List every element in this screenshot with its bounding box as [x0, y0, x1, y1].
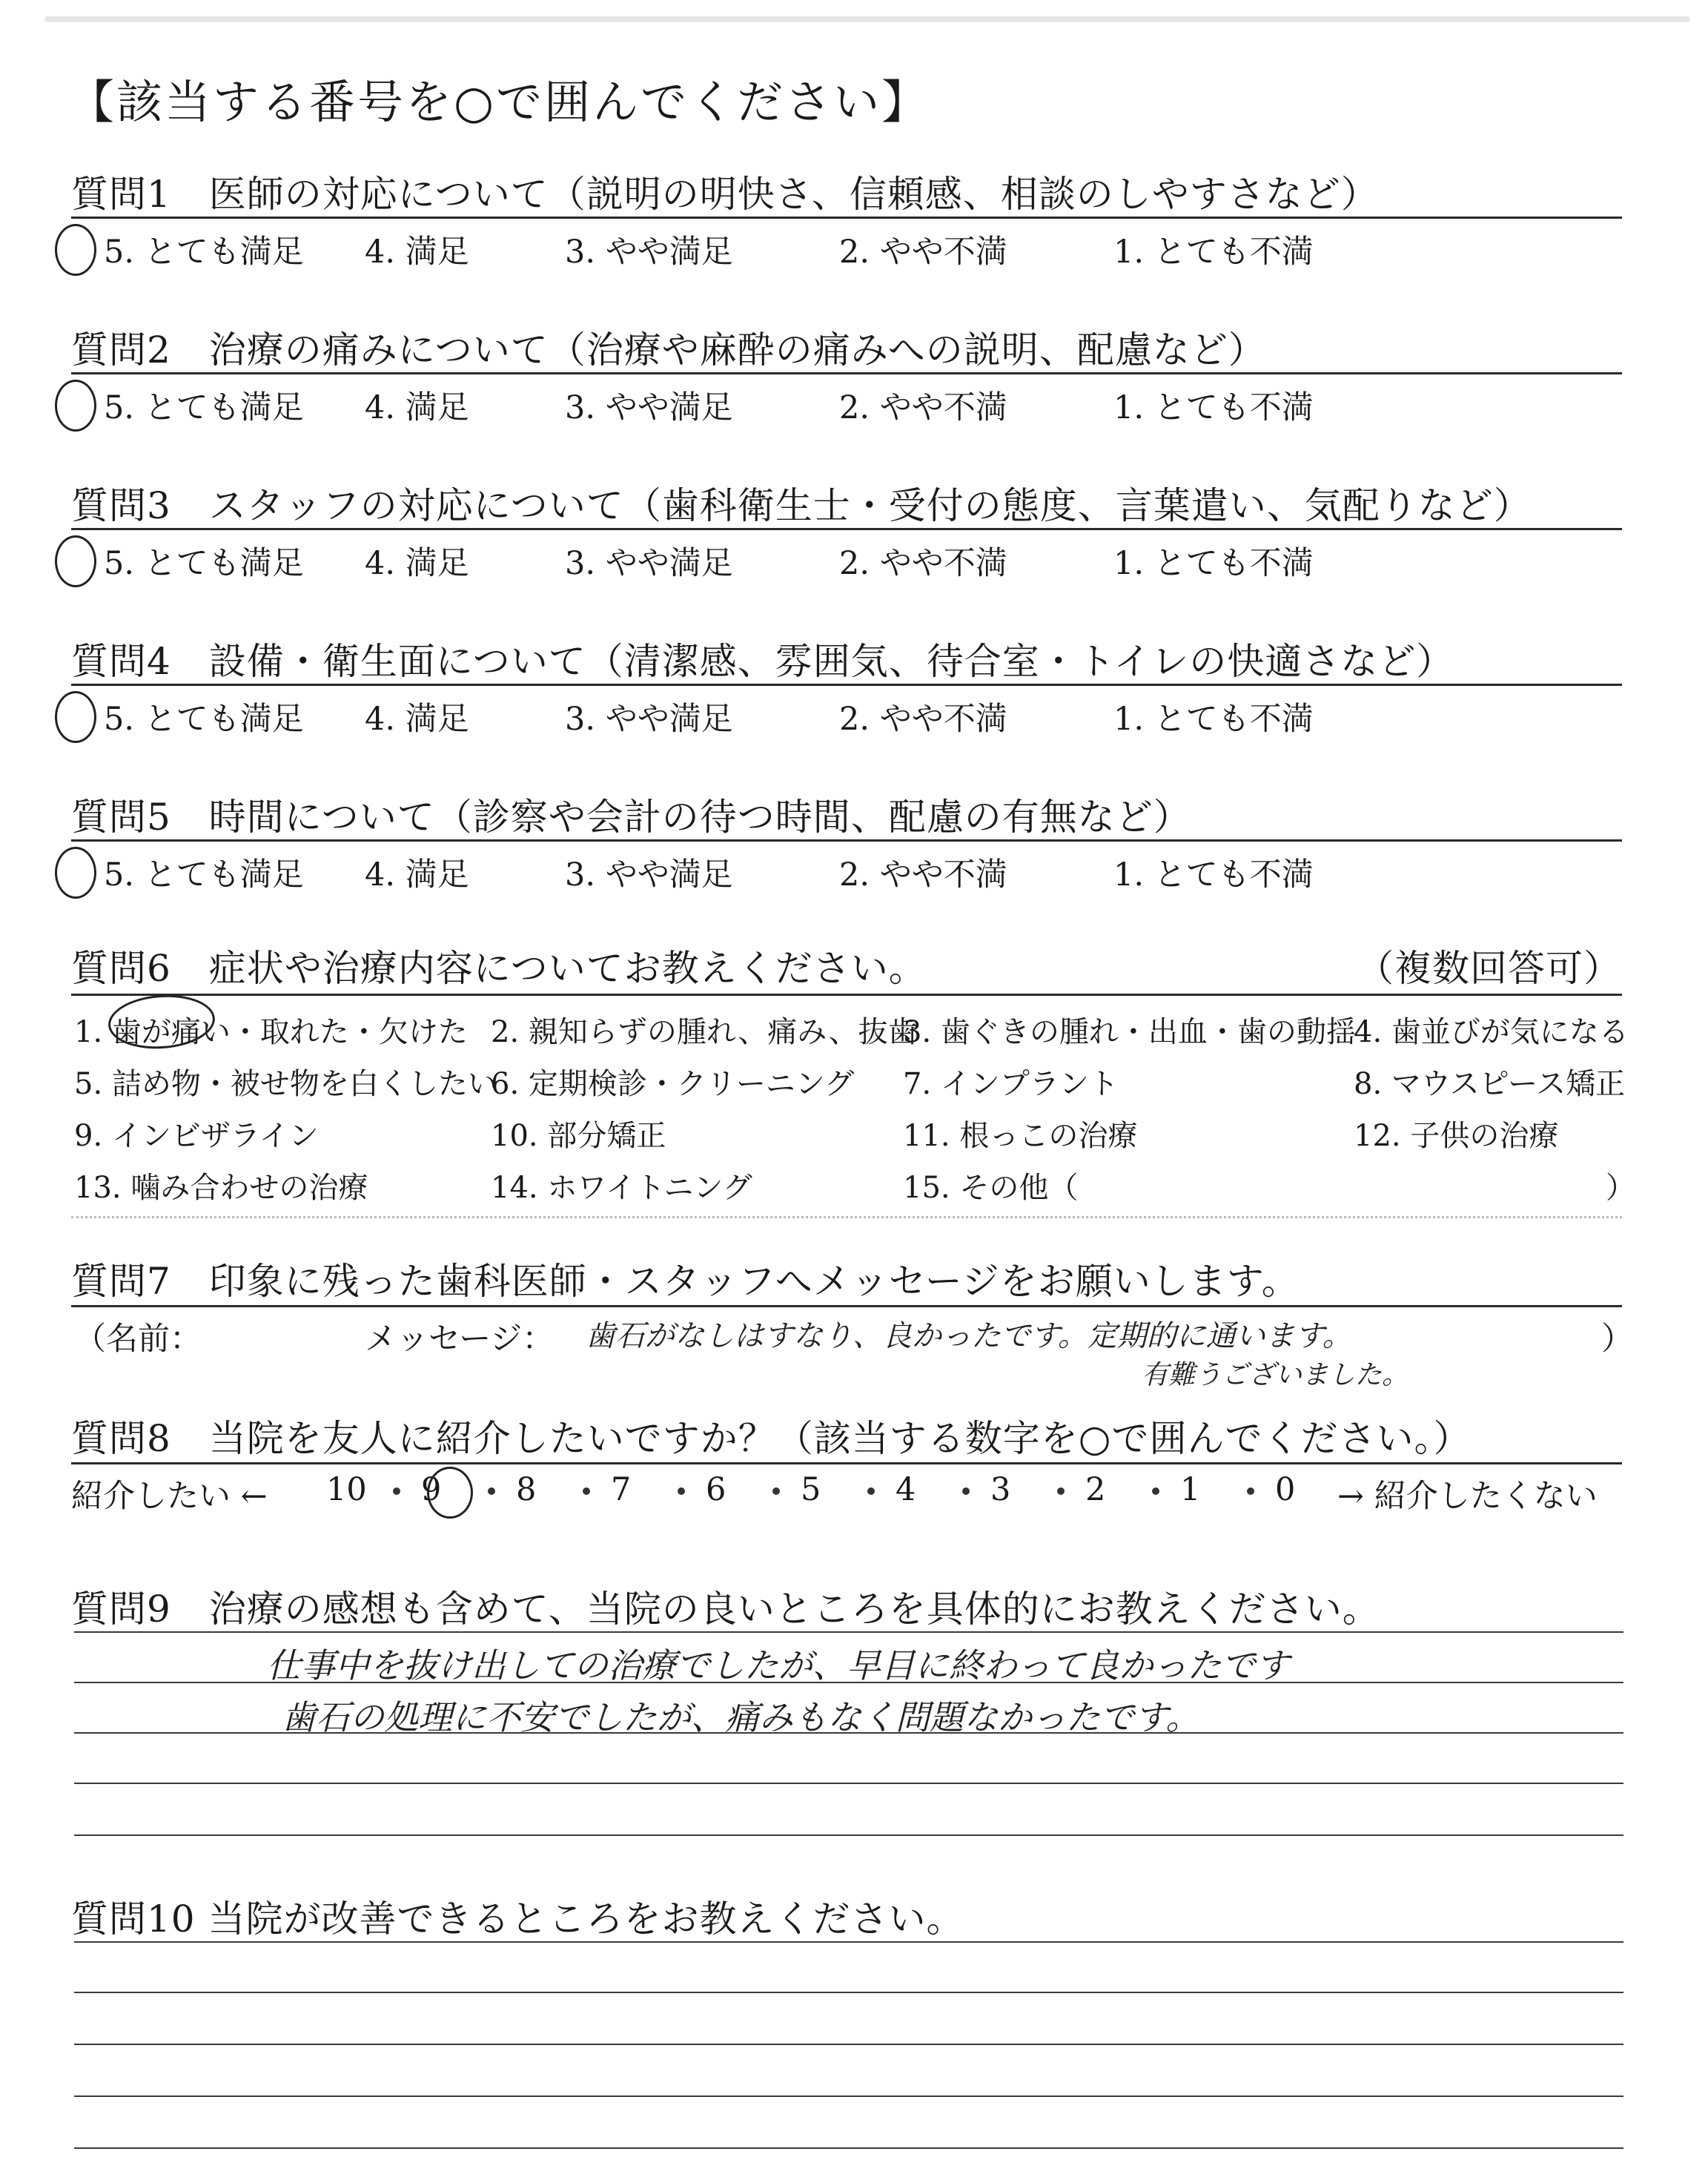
- q8-scale-separator: [962, 1487, 970, 1495]
- q4-option-5[interactable]: 5. とても満足: [104, 701, 304, 738]
- q4-title: 質問4 設備・衛生面について（清潔感、雰囲気、待合室・トイレの快適さなど）: [71, 640, 1454, 683]
- q5-rule: [71, 839, 1622, 842]
- q8-scale-0[interactable]: 0: [1275, 1471, 1296, 1508]
- q2-option-4[interactable]: 4. 満足: [365, 389, 469, 426]
- q6-item-3[interactable]: 3. 歯ぐきの腫れ・出血・歯の動揺: [903, 1015, 1356, 1049]
- scan-top-edge: [44, 16, 1690, 22]
- q6-item-9[interactable]: 9. インビザライン: [74, 1119, 319, 1153]
- q6-item-10[interactable]: 10. 部分矯正: [491, 1119, 666, 1153]
- q9-title: 質問9 治療の感想も含めて、当院の良いところを具体的にお教えください。: [71, 1588, 1380, 1631]
- q6-item-7[interactable]: 7. インプラント: [903, 1067, 1119, 1101]
- q6-item-2[interactable]: 2. 親知らずの腫れ、痛み、抜歯: [491, 1015, 918, 1049]
- q3-option-5[interactable]: 5. とても満足: [104, 545, 304, 582]
- q3-option-1[interactable]: 1. とても不満: [1113, 545, 1314, 582]
- form-heading: 【該当する番号を○で囲んでください】: [68, 75, 930, 129]
- q10-title: 質問10 当院が改善できるところをお教えください。: [71, 1898, 964, 1941]
- q8-scale-separator: [393, 1487, 400, 1495]
- q3-title: 質問3 スタッフの対応について（歯科衛生士・受付の態度、言葉遣い、気配りなど）: [71, 484, 1532, 527]
- q10-line-5: [74, 2147, 1623, 2149]
- q8-scale-1[interactable]: 1: [1180, 1471, 1201, 1508]
- q1-option-5[interactable]: 5. とても満足: [104, 234, 304, 271]
- q1-answer-circle: [55, 224, 96, 276]
- q2-option-5[interactable]: 5. とても満足: [104, 389, 304, 426]
- q8-scale-9[interactable]: 9: [421, 1471, 442, 1508]
- q1-option-3[interactable]: 3. やや満足: [565, 234, 733, 271]
- q2-option-1[interactable]: 1. とても不満: [1113, 389, 1314, 426]
- q4-rule: [71, 684, 1622, 686]
- q9-handwritten-line2: 歯石の処理に不安でしたが、痛みもなく問題なかったです。: [282, 1697, 1200, 1737]
- q8-scale-separator: [1247, 1487, 1254, 1495]
- q8-answer-circle: [427, 1467, 473, 1519]
- q1-title: 質問1 医師の対応について（説明の明快さ、信頼感、相談のしやすさなど）: [71, 173, 1379, 216]
- q4-option-1[interactable]: 1. とても不満: [1113, 701, 1314, 738]
- q2-option-2[interactable]: 2. やや不満: [839, 389, 1007, 426]
- q5-option-4[interactable]: 4. 満足: [365, 856, 469, 894]
- q9-line-5: [74, 1834, 1623, 1836]
- q6-item-6[interactable]: 6. 定期検診・クリーニング: [491, 1067, 855, 1101]
- q6-title: 質問6 症状や治療内容についてお教えください。: [71, 947, 927, 990]
- q9-line-4: [74, 1783, 1623, 1784]
- q6-bottom-dotted-rule: [71, 1216, 1622, 1218]
- q1-option-2[interactable]: 2. やや不満: [839, 234, 1007, 271]
- q7-title: 質問7 印象に残った歯科医師・スタッフへメッセージをお願いします。: [71, 1260, 1300, 1303]
- q2-rule: [71, 372, 1622, 374]
- q8-scale-separator: [583, 1487, 590, 1495]
- q9-handwritten-line1: 仕事中を抜け出しての治療でしたが、早目に終わって良かったです: [267, 1645, 1290, 1685]
- q8-left-label: 紹介したい ←: [71, 1478, 268, 1515]
- q4-option-2[interactable]: 2. やや不満: [839, 701, 1007, 738]
- q10-line-4: [74, 2095, 1623, 2097]
- q7-name-label: （名前：: [74, 1321, 202, 1358]
- q2-title: 質問2 治療の痛みについて（治療や麻酔の痛みへの説明、配慮など）: [71, 328, 1266, 371]
- q5-title: 質問5 時間について（診察や会計の待つ時間、配慮の有無など）: [71, 796, 1191, 839]
- q8-scale-separator: [678, 1487, 685, 1495]
- q6-item-13[interactable]: 13. 噛み合わせの治療: [74, 1171, 368, 1205]
- q10-line-2: [74, 1992, 1623, 1993]
- q3-option-3[interactable]: 3. やや満足: [565, 545, 733, 582]
- q2-answer-circle: [55, 380, 96, 432]
- q8-scale-7[interactable]: 7: [611, 1471, 632, 1508]
- q6-rule: [71, 994, 1622, 996]
- q6-multiple-note: （複数回答可）: [1357, 947, 1621, 990]
- q3-option-4[interactable]: 4. 満足: [365, 545, 469, 582]
- q9-line-1: [74, 1631, 1623, 1633]
- q7-handwritten-message-line1: 歯石がなしはすなり、良かったです。定期的に通います。: [586, 1319, 1352, 1353]
- q3-answer-circle: [55, 535, 96, 587]
- q1-option-1[interactable]: 1. とても不満: [1113, 234, 1314, 271]
- q6-item-other-close[interactable]: ）: [1606, 1171, 1635, 1205]
- q8-scale-separator: [1057, 1487, 1065, 1495]
- q4-option-3[interactable]: 3. やや満足: [565, 701, 733, 738]
- q3-option-2[interactable]: 2. やや不満: [839, 545, 1007, 582]
- q10-line-3: [74, 2044, 1623, 2045]
- q8-scale-separator: [867, 1487, 875, 1495]
- q8-scale-separator: [772, 1487, 780, 1495]
- q8-scale-separator: [488, 1487, 495, 1495]
- q6-item-4[interactable]: 4. 歯並びが気になる: [1354, 1015, 1629, 1049]
- q7-close-paren: ）: [1601, 1321, 1633, 1358]
- q6-item-1[interactable]: 1. 歯が痛い・取れた・欠けた: [74, 1015, 468, 1049]
- q7-handwritten-message-line2: 有難うございました。: [1142, 1360, 1409, 1390]
- q8-right-label: → 紹介したくない: [1337, 1478, 1598, 1515]
- q4-option-4[interactable]: 4. 満足: [365, 701, 469, 738]
- q8-scale-separator: [1152, 1487, 1159, 1495]
- q5-answer-circle: [55, 847, 96, 899]
- q5-option-2[interactable]: 2. やや不満: [839, 856, 1007, 894]
- q8-scale-3[interactable]: 3: [990, 1471, 1011, 1508]
- q8-scale-5[interactable]: 5: [801, 1471, 821, 1508]
- q8-rule: [71, 1462, 1622, 1464]
- q5-option-5[interactable]: 5. とても満足: [104, 856, 304, 894]
- q3-rule: [71, 528, 1622, 530]
- q6-item-12[interactable]: 12. 子供の治療: [1354, 1119, 1559, 1153]
- q6-item-14[interactable]: 14. ホワイトニング: [491, 1171, 752, 1205]
- q8-scale-6[interactable]: 6: [706, 1471, 726, 1508]
- q2-option-3[interactable]: 3. やや満足: [565, 389, 733, 426]
- q6-item-8[interactable]: 8. マウスピース矯正: [1354, 1067, 1626, 1101]
- q8-scale-2[interactable]: 2: [1085, 1471, 1106, 1508]
- q1-rule: [71, 217, 1622, 219]
- q8-title: 質問8 当院を友人に紹介したいですか？（該当する数字を○で囲んでください。）: [71, 1417, 1472, 1460]
- q10-line-1: [74, 1941, 1623, 1943]
- q8-scale-8[interactable]: 8: [516, 1471, 537, 1508]
- q6-item-5[interactable]: 5. 詰め物・被せ物を白くしたい: [74, 1067, 497, 1101]
- q6-item-11[interactable]: 11. 根っこの治療: [903, 1119, 1138, 1153]
- q8-scale-10[interactable]: 10: [326, 1471, 367, 1508]
- q8-scale-4[interactable]: 4: [896, 1471, 916, 1508]
- q5-option-1[interactable]: 1. とても不満: [1113, 856, 1314, 894]
- q4-answer-circle: [55, 691, 96, 743]
- q1-option-4[interactable]: 4. 満足: [365, 234, 469, 271]
- q6-item-15[interactable]: 15. その他（: [903, 1171, 1079, 1205]
- q7-message-label: メッセージ：: [365, 1321, 555, 1358]
- q7-rule: [71, 1305, 1622, 1307]
- q5-option-3[interactable]: 3. やや満足: [565, 856, 733, 894]
